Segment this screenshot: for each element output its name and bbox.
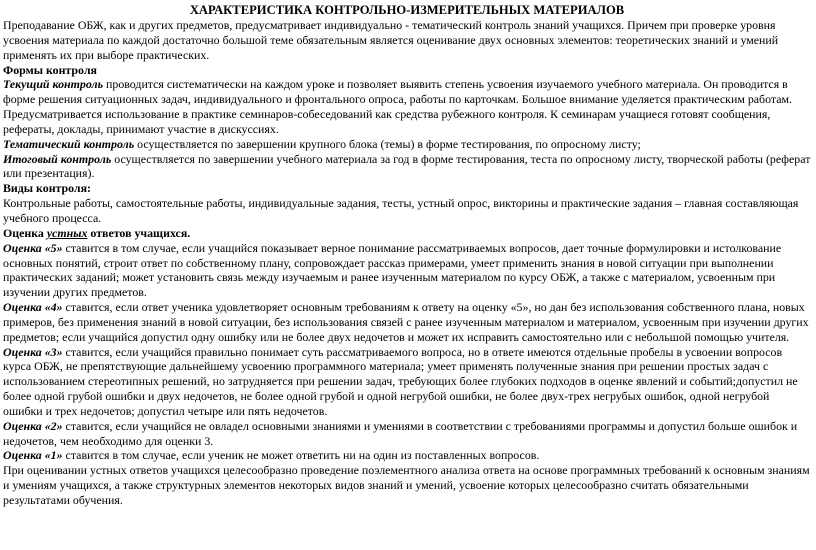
intro-paragraph: Преподавание ОБЖ, как и других предметов, предусматривает индивидуально - тематический контроль знаний учащихся. Причем при проверке уровня усвоения материала по каждой достаточно большой теме обязательным является оценивание двух основных элементов: теоретических знаний и умений применять их при выборе практических. [3,18,779,62]
grade-2-term: Оценка «2» [3,418,63,433]
grade-1-paragraph [3,448,811,463]
grade-4-paragraph [3,300,811,345]
types-heading: Виды контроля: [3,181,91,196]
final-control-term: Итоговый контроль [3,151,112,166]
grade-1-term: Оценка «1» [3,448,63,463]
grade-1-text: ставится в том случае, если ученик не может ответить ни на один из поставленных вопросов. [62,448,540,463]
types-paragraph: Контрольные работы, самостоятельные работы, индивидуальные задания, тесты, устный опрос, викторины и практические задания – главная составляющая учебного процесса. [3,196,799,225]
grade-4-term: Оценка «4» [3,300,63,315]
grade-5-text: ставится в том случае, если учащийся показывает верное понимание рассматриваемых вопросов, дает точные формулировки и истолкование основных понятий, строит ответ по собственному плану, сопровождает рассказ примерами, умеет применить знания в новой ситуации при выполнении практических заданий; может установить связь между изучаемым и ранее изученным материалом по курсу ОБЖ, а также с материалом, усвоенным при изучении других предметов. [3,240,782,300]
current-control-term: Текущий контроль [3,77,104,92]
grade-5-term: Оценка «5» [3,240,63,255]
grade-4-text: ставится, если ответ ученика удовлетворяет основным требованиям к ответу на оценку «5», но дан без использования собственного плана, новых примеров, без применения знаний в новой ситуации, без использования связей с ранее изученным материалом и материалом, усвоенным при изучении других предметов; если учащийся допустил одну ошибку или не более двух недочетов и может их исправить самостоятельно или с небольшой помощью учителя. [3,300,809,344]
grade-2-paragraph [3,419,811,449]
thematic-control-paragraph [3,137,811,152]
thematic-control-term: Тематический контроль [3,136,135,151]
oral-heading-before: Оценка [3,225,47,240]
grade-3-paragraph [3,345,811,419]
document-page [3,2,811,508]
grade-2-text: ставится, если учащийся не овладел основными знаниями и умениями в соответствии с требованиями программы и допустил больше ошибок и недочетов, чем необходимо для оценки 3. [3,418,798,448]
oral-answers-heading [3,226,811,241]
grade-3-text: ставится, если учащийся правильно понимает суть рассматриваемого вопроса, но в ответе имеются отдельные пробелы в усвоении вопросов курса ОБЖ, не препятствующие дальнейшему усвоению программного материала; умеет применять полученные знания при решении простых задач с использованием стереотипных решений, но затрудняется при решении задач, требующих более глубоких подходов в оценке явлений и событий;допустил не более одной грубой ошибки и двух недочетов, не более одной грубой и одной негрубой ошибки, не более двух-трех негрубых ошибок, одной негрубой ошибки и трех недочетов; допустил четыре или пять недочетов. [3,344,798,418]
oral-heading-underlined: устных [46,225,88,240]
current-control-paragraph [3,77,811,136]
forms-heading: Формы контроля [3,62,97,77]
closing-paragraph: При оценивании устных ответов учащихся целесообразно проведение поэлементного анализа ответа на основе программных требований к основным знаниям и умениям учащихся, а также структурных элементов некоторых видов знаний и умений, усвоение которых целесообразно считать обязательными результатами обучения. [3,463,810,507]
current-control-text: проводится систематически на каждом уроке и позволяет выявить степень усвоения изучаемого учебного материала. Он проводится в форме решения ситуационных задач, индивидуального и фронтального опроса, работы по карточкам. Большое внимание уделяется практическим работам. Предусматривается использование в практике семинаров-собеседований как средства рубежного контроля. К семинарам учащиеся готовят сообщения, рефераты, доклады, принимают участие в дискуссиях. [3,77,792,136]
final-control-text: осуществляется по завершении учебного материала за год в форме тестирования, теста по опросному листу, творческой работы (реферат или презентация). [3,151,811,181]
thematic-control-text: осуществляется по завершении крупного блока (темы) в форме тестирования, по опросному листу; [134,136,641,151]
oral-heading-after: ответов учащихся. [87,225,191,240]
grade-3-term: Оценка «3» [3,344,63,359]
grade-5-paragraph [3,241,811,300]
final-control-paragraph [3,152,811,182]
document-title: ХАРАКТЕРИСТИКА КОНТРОЛЬНО-ИЗМЕРИТЕЛЬНЫХ МАТЕРИАЛОВ [189,3,625,17]
